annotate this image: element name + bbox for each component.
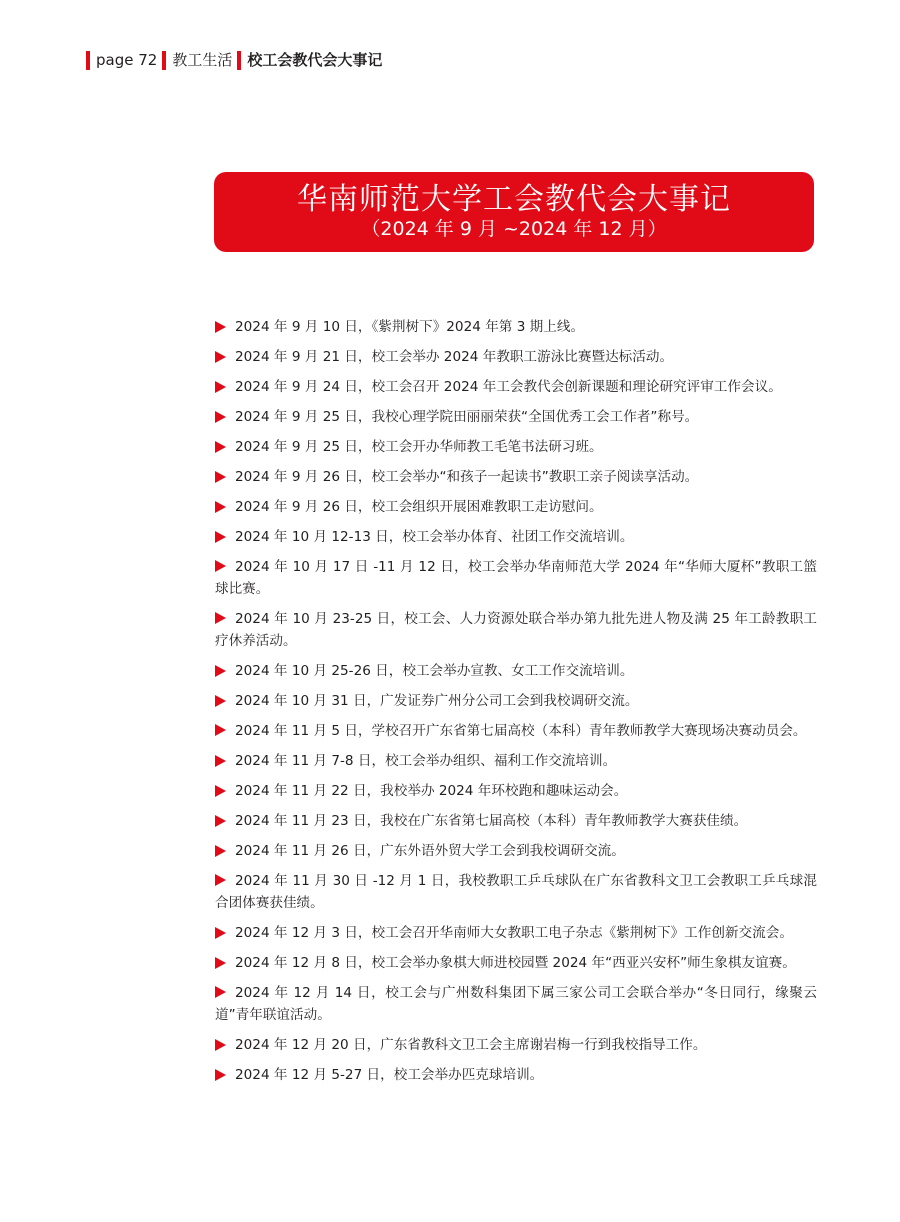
- event-text: 2024 年 9 月 26 日，校工会举办“和孩子一起读书”教职工亲子阅读享活动。: [235, 469, 699, 485]
- event-item: [215, 376, 817, 398]
- event-text: 2024 年 12 月 20 日，广东省教科文卫工会主席谢岩梅一行到我校指导工作。: [235, 1037, 707, 1053]
- event-item: [215, 922, 817, 944]
- event-text: 2024 年 9 月 26 日，校工会组织开展困难教职工走访慰问。: [235, 499, 603, 515]
- title-banner: [214, 172, 814, 252]
- triangle-bullet-icon: [215, 560, 226, 572]
- event-item: [215, 660, 817, 682]
- event-item: [215, 496, 817, 518]
- event-text: 2024 年 12 月 5-27 日，校工会举办匹克球培训。: [235, 1067, 544, 1083]
- event-item: [215, 780, 817, 802]
- triangle-bullet-icon: [215, 815, 226, 827]
- event-item: [215, 608, 817, 652]
- section-label: 教工生活: [172, 51, 233, 69]
- event-item: [215, 840, 817, 862]
- triangle-bullet-icon: [215, 531, 226, 543]
- triangle-bullet-icon: [215, 351, 226, 363]
- event-text: 2024 年 10 月 23-25 日，校工会、人力资源处联合举办第九批先进人物及满 25 年工龄教职工疗休养活动。: [215, 611, 817, 649]
- event-item: [215, 346, 817, 368]
- event-item: [215, 436, 817, 458]
- event-item: [215, 316, 817, 338]
- triangle-bullet-icon: [215, 411, 226, 423]
- triangle-bullet-icon: [215, 785, 226, 797]
- event-text: 2024 年 12 月 14 日，校工会与广州数科集团下属三家公司工会联合举办“冬日同行，缘聚云道”青年联谊活动。: [215, 985, 817, 1023]
- triangle-bullet-icon: [215, 724, 226, 736]
- event-text: 2024 年 9 月 24 日，校工会召开 2024 年工会教代会创新课题和理论研究评审工作会议。: [235, 379, 782, 395]
- event-item: [215, 810, 817, 832]
- date-range-subtitle: （2024 年 9 月 ~2024 年 12 月）: [361, 218, 667, 240]
- event-item: [215, 1064, 817, 1086]
- event-text: 2024 年 10 月 31 日，广发证券广州分公司工会到我校调研交流。: [235, 693, 639, 709]
- event-item: [215, 556, 817, 600]
- triangle-bullet-icon: [215, 471, 226, 483]
- triangle-bullet-icon: [215, 501, 226, 513]
- event-text: 2024 年 10 月 25-26 日，校工会举办宣教、女工工作交流培训。: [235, 663, 634, 679]
- triangle-bullet-icon: [215, 755, 226, 767]
- events-list: [215, 316, 817, 1094]
- event-text: 2024 年 10 月 12-13 日，校工会举办体育、社团工作交流培训。: [235, 529, 634, 545]
- event-text: 2024 年 9 月 21 日，校工会举办 2024 年教职工游泳比赛暨达标活动。: [235, 349, 674, 365]
- event-text: 2024 年 11 月 5 日，学校召开广东省第七届高校（本科）青年教师教学大赛现场决赛动员会。: [235, 723, 807, 739]
- event-item: [215, 526, 817, 548]
- triangle-bullet-icon: [215, 1039, 226, 1051]
- triangle-bullet-icon: [215, 381, 226, 393]
- event-item: [215, 406, 817, 428]
- event-text: 2024 年 12 月 8 日，校工会举办象棋大师进校园暨 2024 年“西亚兴安杯”师生象棋友谊赛。: [235, 955, 796, 971]
- triangle-bullet-icon: [215, 665, 226, 677]
- event-text: 2024 年 11 月 22 日，我校举办 2024 年环校跑和趣味运动会。: [235, 783, 628, 799]
- event-item: [215, 982, 817, 1026]
- triangle-bullet-icon: [215, 845, 226, 857]
- event-text: 2024 年 11 月 26 日，广东外语外贸大学工会到我校调研交流。: [235, 843, 625, 859]
- event-text: 2024 年 9 月 25 日，我校心理学院田丽丽荣获“全国优秀工会工作者”称号。: [235, 409, 699, 425]
- triangle-bullet-icon: [215, 612, 226, 624]
- event-text: 2024 年 11 月 30 日 -12 月 1 日，我校教职工乒乓球队在广东省教科文卫工会教职工乒乓球混合团体赛获佳绩。: [215, 873, 817, 911]
- triangle-bullet-icon: [215, 321, 226, 333]
- triangle-bullet-icon: [215, 957, 226, 969]
- event-text: 2024 年 11 月 23 日，我校在广东省第七届高校（本科）青年教师教学大赛获佳绩。: [235, 813, 748, 829]
- event-text: 2024 年 10 月 17 日 -11 月 12 日，校工会举办华南师范大学 2024 年“华师大厦杯”教职工篮球比赛。: [215, 559, 817, 597]
- event-text: 2024 年 9 月 25 日，校工会开办华师教工毛笔书法研习班。: [235, 439, 603, 455]
- event-item: [215, 870, 817, 914]
- triangle-bullet-icon: [215, 695, 226, 707]
- triangle-bullet-icon: [215, 927, 226, 939]
- event-item: [215, 750, 817, 772]
- event-item: [215, 952, 817, 974]
- event-text: 2024 年 9 月 10 日，《紫荆树下》2024 年第 3 期上线。: [235, 319, 585, 335]
- event-item: [215, 720, 817, 742]
- article-label: 校工会教代会大事记: [247, 51, 383, 69]
- event-item: [215, 466, 817, 488]
- page-title: 华南师范大学工会教代会大事记: [297, 182, 731, 217]
- page-number-label: page 72: [96, 51, 158, 69]
- event-text: 2024 年 12 月 3 日，校工会召开华南师大女教职工电子杂志《紫荆树下》工作创新交流会。: [235, 925, 793, 941]
- triangle-bullet-icon: [215, 441, 226, 453]
- event-item: [215, 1034, 817, 1056]
- triangle-bullet-icon: [215, 874, 226, 886]
- event-text: 2024 年 11 月 7-8 日，校工会举办组织、福利工作交流培训。: [235, 753, 617, 769]
- running-header: [86, 48, 387, 72]
- triangle-bullet-icon: [215, 1069, 226, 1081]
- triangle-bullet-icon: [215, 986, 226, 998]
- event-item: [215, 690, 817, 712]
